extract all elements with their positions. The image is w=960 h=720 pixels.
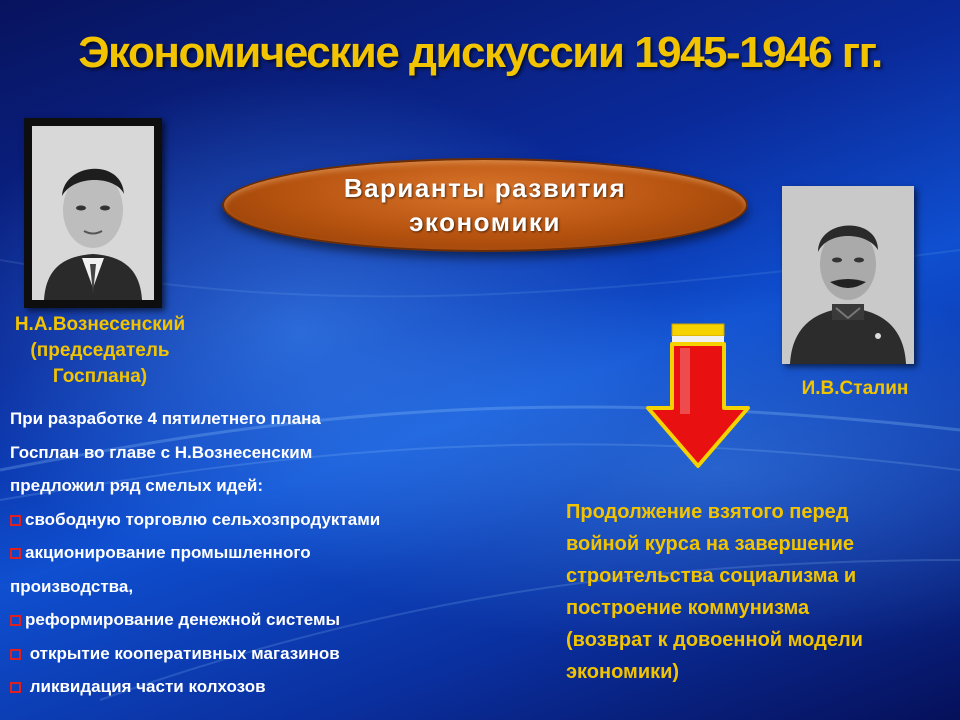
list-item	[10, 670, 480, 704]
list-item-text: открытие кооперативных магазинов	[25, 643, 340, 663]
voznesensky-proposals	[10, 402, 480, 704]
intro-line-3: предложил ряд смелых идей:	[10, 476, 264, 495]
bullet-icon	[10, 682, 21, 693]
slide-title: Экономические дискуссии 1945-1946 гг.	[78, 28, 882, 77]
bullet-icon	[10, 515, 21, 526]
variants-oval	[222, 158, 748, 252]
stalin-caption: И.В.Сталин	[801, 378, 909, 399]
voznesensky-caption	[0, 312, 200, 390]
list-item	[10, 536, 390, 603]
list-item-text: акционирование промышленного производства,	[10, 543, 311, 596]
list-item	[10, 503, 480, 537]
voznesensky-name: Н.А.Вознесенский	[14, 314, 186, 335]
voznesensky-role-2: Госплана)	[52, 366, 148, 387]
variants-label-line1: Варианты развития	[343, 173, 627, 203]
bullet-icon	[10, 548, 21, 559]
variants-label	[344, 171, 626, 239]
intro-line-2: Госплан во главе с Н.Вознесенским	[10, 442, 313, 462]
variants-label-line2: экономики	[409, 207, 561, 237]
portrait-stalin	[782, 186, 914, 364]
down-arrow-icon	[646, 322, 750, 470]
list-item	[10, 603, 480, 637]
list-item-text: реформирование денежной системы	[25, 610, 341, 629]
course-line-5: (возврат к довоенной модели	[566, 629, 863, 651]
course-line-4: построение коммунизма	[566, 597, 810, 619]
portrait-voznesensky	[24, 118, 162, 308]
stalin-course	[566, 496, 946, 688]
list-item-text: свободную торговлю сельхозпродуктами	[25, 509, 381, 529]
bullet-icon	[10, 649, 21, 660]
list-item-text: ликвидация части колхозов	[25, 677, 266, 696]
course-line-2: войной курса на завершение	[566, 533, 855, 555]
intro-line-1: При разработке 4 пятилетнего плана	[10, 409, 321, 428]
course-line-3: строительства социализма и	[566, 565, 857, 587]
course-line-6: экономики)	[566, 661, 680, 683]
bullet-icon	[10, 615, 21, 626]
list-item	[10, 637, 480, 671]
course-line-1: Продолжение взятого перед	[566, 501, 849, 523]
voznesensky-role-1: (председатель	[30, 340, 170, 361]
